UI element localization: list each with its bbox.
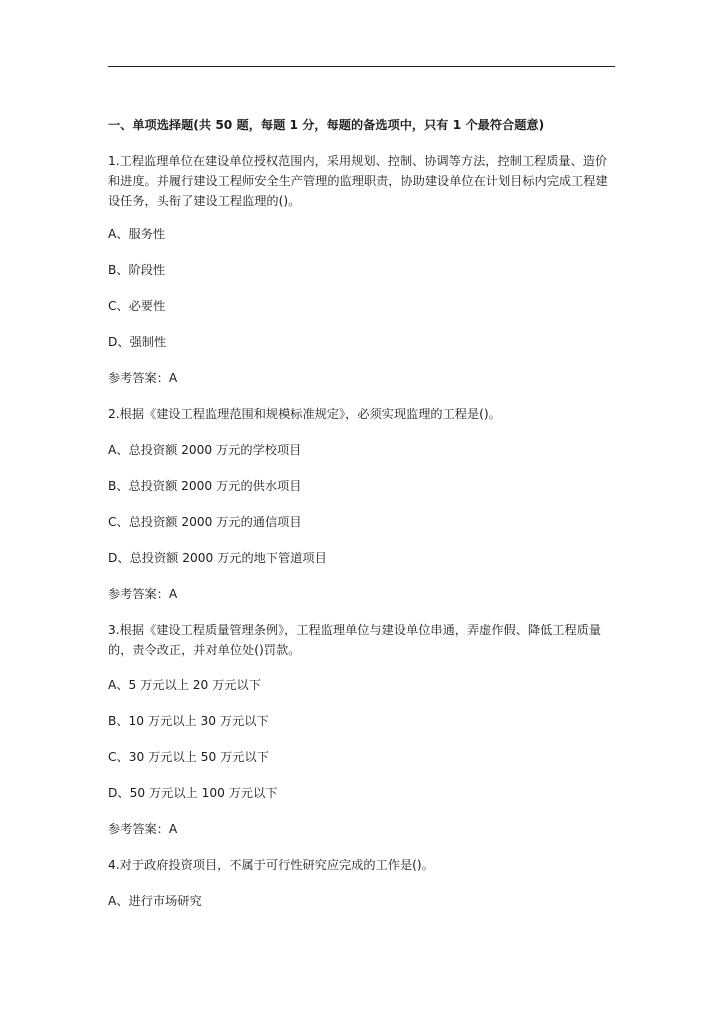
question-1-stem [108, 151, 615, 211]
question-3-option-c: C、30 万元以上 50 万元以下 [108, 750, 269, 764]
question-2-option-b: B、总投资额 2000 万元的供水项目 [108, 479, 302, 493]
question-2-answer: 参考答案：A [108, 587, 178, 601]
question-3-stem [108, 620, 615, 660]
question-4-option-a: A、进行市场研究 [108, 894, 202, 908]
stem-line: 4.对于政府投资项目，不属于可行性研究应完成的工作是()。 [108, 858, 434, 872]
question-1-option-c: C、必要性 [108, 299, 166, 313]
question-3-option-d: D、50 万元以上 100 万元以下 [108, 786, 278, 800]
question-2-option-c: C、总投资额 2000 万元的通信项目 [108, 515, 302, 529]
stem-line: 1.工程监理单位在建设单位授权范围内，采用规划、控制、协调等方法，控制工程质量、造价 [108, 154, 608, 168]
header-rule [108, 66, 615, 67]
question-3-option-b: B、10 万元以上 30 万元以下 [108, 714, 269, 728]
stem-line: 3.根据《建设工程质量管理条例》，工程监理单位与建设单位串通，弄虚作假、降低工程质量 [108, 623, 602, 637]
stem-line: 和进度。并履行建设工程师安全生产管理的监理职责，协助建设单位在计划目标内完成工程建 [108, 174, 608, 188]
section-heading: 一、单项选择题(共 50 题，每题 1 分，每题的备选项中，只有 1 个最符合题意) [108, 118, 545, 132]
question-2-option-d: D、总投资额 2000 万元的地下管道项目 [108, 551, 327, 565]
question-1-option-a: A、服务性 [108, 227, 166, 241]
question-4-stem [108, 855, 615, 875]
question-2-option-a: A、总投资额 2000 万元的学校项目 [108, 443, 302, 457]
question-3-answer: 参考答案：A [108, 822, 178, 836]
question-1-option-b: B、阶段性 [108, 263, 166, 277]
question-2-stem [108, 404, 615, 424]
stem-line: 的，责令改正，并对单位处()罚款。 [108, 643, 301, 657]
stem-line: 2.根据《建设工程监理范围和规模标准规定》，必须实现监理的工程是()。 [108, 407, 501, 421]
stem-line: 设任务，头衔了建设工程监理的()。 [108, 194, 301, 208]
question-1-option-d: D、强制性 [108, 335, 167, 349]
question-3-option-a: A、5 万元以上 20 万元以下 [108, 678, 261, 692]
question-1-answer: 参考答案：A [108, 371, 178, 385]
